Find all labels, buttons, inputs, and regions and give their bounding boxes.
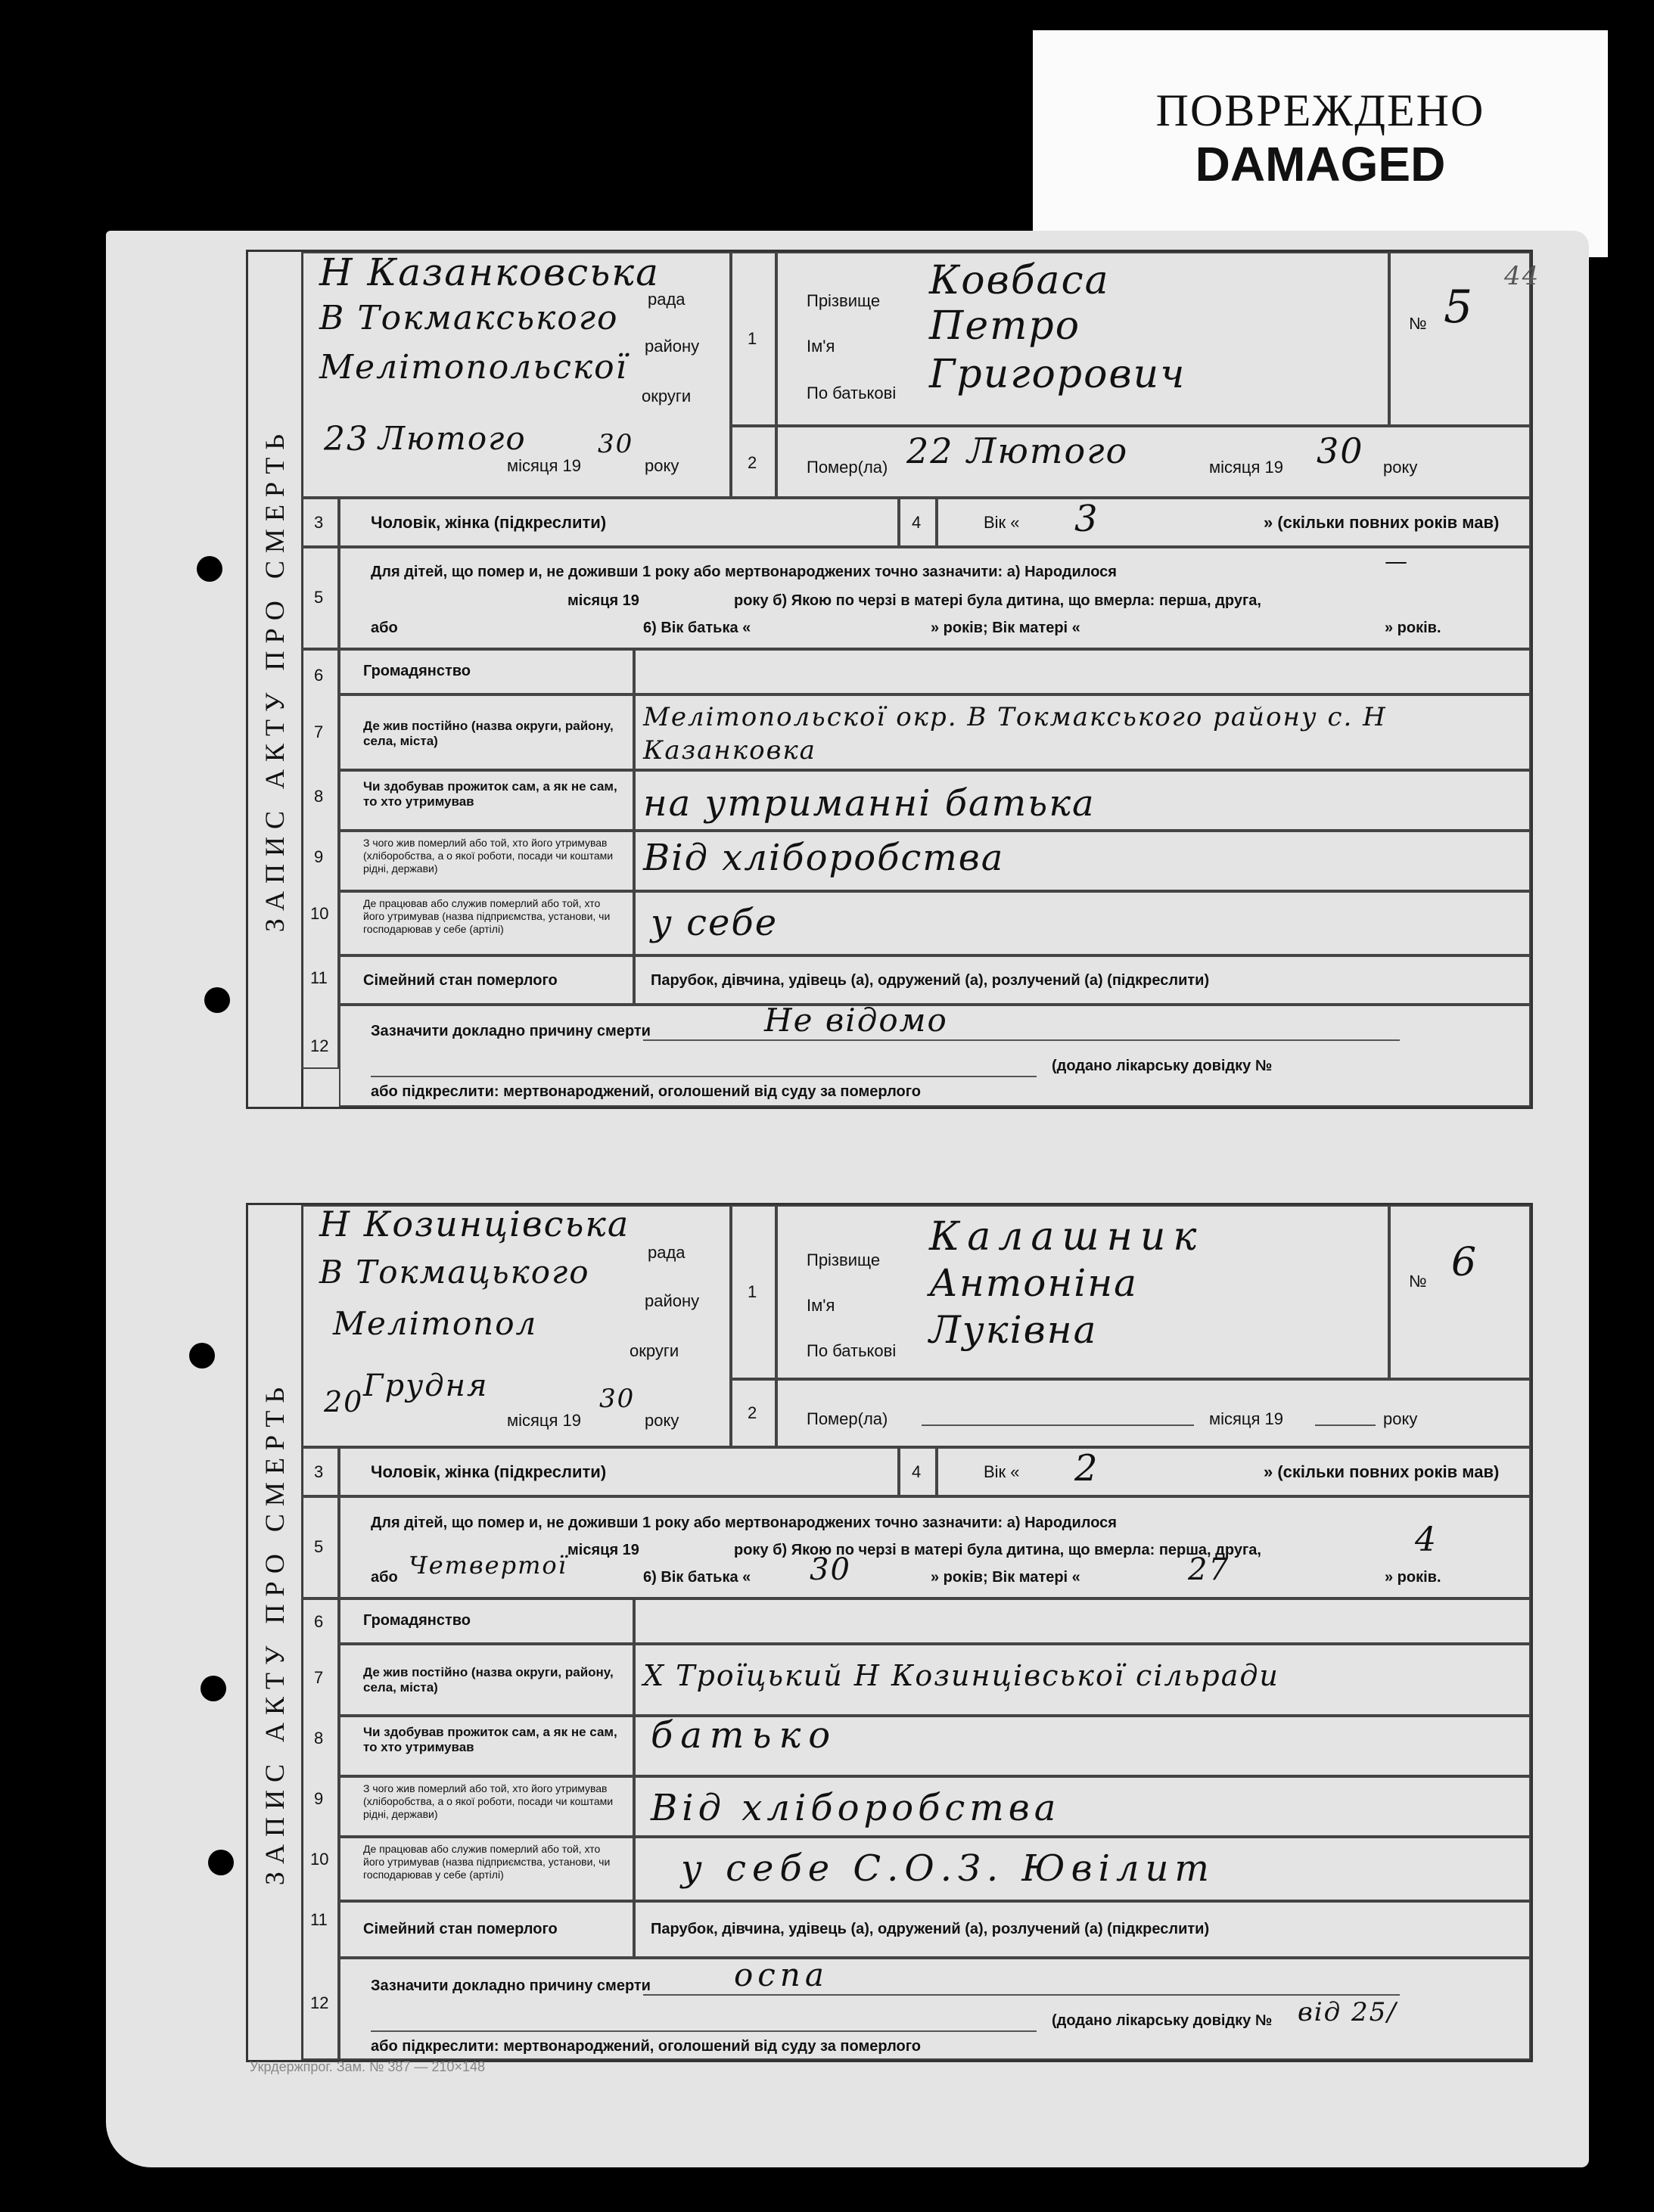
stamp-english: DAMAGED (1195, 137, 1446, 191)
okrug-label: округи (642, 387, 692, 405)
death-date-block (776, 1379, 1531, 1447)
livelihood-value-cell (634, 770, 1531, 831)
family-options: Парубок, дівчина, удівець (а), одружений (а), розлучений (а) (підкреслити) (651, 972, 1210, 989)
patronymic-value: Григорович (929, 352, 1186, 397)
row-number-cell: 2 (731, 426, 776, 498)
row-number-cell: 4 (899, 1447, 937, 1496)
stillborn-label: або підкреслити: мертвонароджений, оголошений від суду за померлого (371, 1083, 922, 1100)
father-age-value: 30 (810, 1552, 851, 1587)
died-label: Помер(ла) (807, 1409, 888, 1428)
number-label: № (1409, 1272, 1427, 1291)
residence-label: Де жив постійно (назва округи, району, села, міста) (363, 1665, 614, 1695)
number-block (1389, 1205, 1531, 1379)
work-value-cell (634, 891, 1531, 955)
family-label: Сімейний стан померлого (363, 1921, 558, 1937)
reg-month-label: місяця 19 (507, 1411, 582, 1430)
source-value-cell (634, 1776, 1531, 1837)
cause-label: Зазначити докладно причину смерти (371, 1023, 651, 1039)
children-line2: року б) Якою по черзі в матері була дитина, що вмерла: перша, друга, (734, 1542, 1261, 1558)
row-numbers: 6 7 8 9 10 11 12 (301, 1598, 339, 2060)
reg-year: 30 (599, 1384, 636, 1414)
reg-year-label: року (645, 1411, 679, 1430)
row-number-cell: 4 (899, 498, 937, 547)
patronymic-value: Луківна (929, 1308, 1098, 1352)
death-year-label: року (1383, 458, 1418, 477)
died-label: Помер(ла) (807, 458, 888, 477)
citizenship-label: Громадянство (363, 1612, 471, 1629)
citizenship-label: Громадянство (363, 663, 471, 679)
residence-value-cell (634, 694, 1531, 770)
age-cell (937, 1447, 1531, 1496)
cause-label: Зазначити докладно причину смерти (371, 1977, 651, 1994)
side-mark: 44 (1504, 261, 1541, 291)
rada-value: Н Казанковська (319, 250, 660, 294)
source-label-cell (339, 831, 634, 891)
livelihood-value: на утриманні батька (643, 782, 1096, 825)
source-label-cell (339, 1776, 634, 1837)
livelihood-label-cell (339, 770, 634, 831)
damaged-stamp (1033, 30, 1608, 257)
cause-cell (339, 1002, 1531, 1107)
death-year-label: року (1383, 1409, 1418, 1428)
death-month-label: місяця 19 (1209, 458, 1284, 477)
family-label-cell (339, 1901, 634, 1958)
sex-label: Чоловік, жінка (підкреслити) (371, 513, 607, 532)
reg-month-label: місяця 19 (507, 456, 582, 475)
cause-cell (339, 1958, 1531, 2060)
punch-hole (208, 1850, 234, 1875)
punch-hole (201, 1676, 226, 1701)
mother-age-label: » років; Вік матері « (931, 1569, 1080, 1586)
rada-label: рада (648, 1243, 686, 1262)
record-number: 5 (1444, 281, 1475, 334)
work-label-cell (339, 1837, 634, 1901)
row-number-cell: 5 (301, 547, 339, 649)
name-value: Антоніна (929, 1261, 1138, 1305)
work-value-cell (634, 1837, 1531, 1901)
name-label: Ім'я (807, 1296, 835, 1315)
rayon-label: району (645, 337, 700, 356)
surname-value: Калашник (929, 1214, 1205, 1260)
rayon-label: району (645, 1291, 700, 1310)
reg-month: Грудня (363, 1369, 489, 1403)
stillborn-label: або підкреслити: мертвонароджений, оголошений від суду за померлого (371, 2038, 922, 2055)
family-value-cell (634, 955, 1531, 1005)
residence-label: Де жив постійно (назва округи, району, села, міста) (363, 719, 614, 748)
born-value: — (1385, 548, 1409, 575)
children-month: місяця 19 (567, 592, 639, 609)
cert-label: (додано лікарську довідку № (1052, 2012, 1273, 2029)
record-number: 6 (1451, 1240, 1478, 1285)
cause-value: Не відомо (764, 1002, 948, 1039)
name-block (776, 252, 1389, 426)
surname-label: Прізвище (807, 1250, 881, 1269)
residence-label-cell (339, 1644, 634, 1716)
death-day: 22 (906, 430, 954, 471)
age-label: Вік « (984, 1462, 1020, 1481)
row-number-cell: 3 (301, 1447, 339, 1496)
mother-age-label: » років; Вік матері « (931, 620, 1080, 636)
age-value: 2 (1074, 1447, 1099, 1490)
work-value: у себе С.О.З. Ювілит (681, 1847, 1215, 1890)
age-value: 3 (1074, 498, 1099, 540)
okrug-value: Мелітопольскої (319, 348, 628, 387)
age-cell (937, 498, 1531, 547)
residence-value-cell (634, 1644, 1531, 1716)
reg-day: 20 (324, 1385, 364, 1418)
death-month-label: місяця 19 (1209, 1409, 1284, 1428)
cert-label: (додано лікарську довідку № (1052, 1058, 1273, 1074)
children-or: або (371, 1569, 398, 1586)
sex-cell (339, 1447, 899, 1496)
residence-value: Х Троїцький Н Козинцівської сільради (643, 1659, 1279, 1692)
mother-age-value: 27 (1188, 1552, 1230, 1587)
children-cell (339, 547, 1531, 649)
rayon-value: В Токмакського (319, 299, 619, 337)
name-value: Петро (929, 303, 1081, 349)
family-value-cell (634, 1901, 1531, 1958)
children-cell (339, 1496, 1531, 1598)
age-label: Вік « (984, 513, 1020, 532)
printer-footer: Укрдержпрог. Зам. № 387 — 210×148 (250, 2059, 485, 2074)
surname-value: Ковбаса (929, 258, 1110, 303)
citizenship-label-cell (339, 649, 634, 694)
patronymic-label: По батькові (807, 1341, 897, 1360)
sex-label: Чоловік, жінка (підкреслити) (371, 1462, 607, 1481)
number-block (1389, 252, 1541, 426)
work-value: у себе (651, 902, 779, 944)
name-block (776, 1205, 1389, 1379)
vertical-title: ЗАПИС АКТУ ПРО СМЕРТЬ (248, 1205, 303, 2060)
age-tail: » (скільки повних років мав) (1264, 1462, 1500, 1481)
children-line1: Для дітей, що помер и, не доживши 1 року або мертвонароджених точно зазначити: а) Народилося (371, 564, 1117, 580)
death-date-block (776, 426, 1531, 498)
rada-label: рада (648, 290, 686, 309)
children-or: або (371, 620, 398, 636)
work-label: Де працював або служив померлий або той, хто його утримував (назва підприємства, установи, чи господарював у себе (артілі) (363, 897, 611, 935)
reg-day: 23 (324, 420, 369, 458)
source-value: Від хліборобства (651, 1787, 1061, 1829)
residence-value: Мелітопольскої окр. В Токмакського району с. Н Казанковка (643, 702, 1387, 766)
livelihood-value-cell (634, 1716, 1531, 1776)
punch-hole (189, 1343, 215, 1369)
work-label: Де працював або служив померлий або той, хто його утримував (назва підприємства, установи, чи господарював у себе (артілі) (363, 1843, 611, 1881)
source-value: Від хліборобства (643, 837, 1005, 879)
punch-hole (204, 987, 230, 1013)
age-tail: » (скільки повних років мав) (1264, 513, 1500, 532)
children-line2: року б) Якою по черзі в матері була дитина, що вмерла: перша, друга, (734, 592, 1261, 609)
death-year: 30 (1317, 430, 1364, 471)
stamp-ukrainian: ПОВРЕЖДЕНО (1155, 85, 1485, 135)
years-label: » років. (1385, 620, 1441, 636)
reg-month: Лютого (378, 420, 527, 457)
punch-hole (197, 556, 222, 582)
rayon-value: В Токмацького (319, 1254, 590, 1291)
work-label-cell (339, 891, 634, 955)
row-number-cell: 3 (301, 498, 339, 547)
okrug-value: Мелітопол (333, 1305, 538, 1342)
citizenship-value-cell (634, 649, 1531, 694)
years-label: » років. (1385, 1569, 1441, 1586)
livelihood-label: Чи здобував прожиток сам, а як не сам, то хто утримував (363, 1725, 617, 1754)
citizenship-value-cell (634, 1598, 1531, 1644)
source-value-cell (634, 831, 1531, 891)
family-options: Парубок, дівчина, удівець (а), одружений (а), розлучений (а) (підкреслити) (651, 1921, 1210, 1937)
source-label: З чого жив померлий або той, хто його утримував (хліборобства, а о якої роботи, посади чи коштами рідні, держави) (363, 1782, 614, 1820)
row-number-cell: 2 (731, 1379, 776, 1447)
sex-cell (339, 498, 899, 547)
row-number-cell: 5 (301, 1496, 339, 1598)
children-month: місяця 19 (567, 1542, 639, 1558)
death-month: Лютого (967, 430, 1129, 471)
name-label: Ім'я (807, 337, 835, 356)
rada-value: Н Козинцівська (319, 1204, 630, 1244)
source-label: З чого жив померлий або той, хто його утримував (хліборобства, а о якої роботи, посади чи коштами рідні, держави) (363, 837, 614, 875)
children-line1: Для дітей, що помер и, не доживши 1 року або мертвонароджених точно зазначити: а) Народилося (371, 1515, 1117, 1531)
reg-year: 30 (598, 429, 634, 459)
residence-label-cell (339, 694, 634, 770)
death-record-2 (246, 1203, 1533, 2062)
order-word: Четвертої (409, 1551, 567, 1580)
order-value: 4 (1415, 1521, 1438, 1559)
registry-block (301, 1205, 731, 1447)
livelihood-label: Чи здобував прожиток сам, а як не сам, то хто утримував (363, 779, 617, 809)
row-numbers: 6 7 8 9 10 11 12 (301, 649, 339, 1069)
death-record-1 (246, 250, 1541, 1109)
reg-year-label: року (645, 456, 679, 475)
father-age-label: 6) Вік батька « (643, 620, 751, 636)
family-label-cell (339, 955, 634, 1005)
family-label: Сімейний стан померлого (363, 972, 558, 989)
patronymic-label: По батькові (807, 384, 897, 402)
livelihood-label-cell (339, 1716, 634, 1776)
row-number-cell: 1 (731, 1205, 776, 1379)
father-age-label: 6) Вік батька « (643, 1569, 751, 1586)
livelihood-value: батько (651, 1714, 838, 1757)
cause-value: оспа (734, 1956, 829, 1993)
cert-value: від 25/ (1298, 1997, 1398, 2027)
row-number-cell: 1 (731, 252, 776, 426)
registry-block (301, 252, 731, 498)
vertical-title: ЗАПИС АКТУ ПРО СМЕРТЬ (248, 252, 303, 1107)
number-label: № (1409, 314, 1427, 333)
surname-label: Прізвище (807, 291, 881, 310)
citizenship-label-cell (339, 1598, 634, 1644)
okrug-label: округи (630, 1341, 679, 1360)
